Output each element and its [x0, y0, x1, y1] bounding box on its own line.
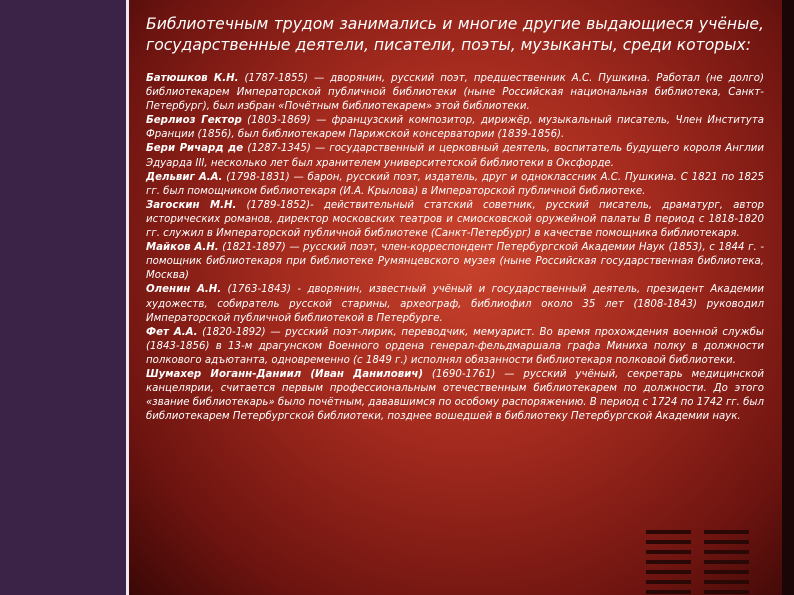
entry-name: Оленин А.Н.: [146, 284, 222, 296]
entry: [146, 368, 764, 424]
entry: [146, 199, 764, 241]
entry-name: Дельвиг А.А.: [146, 171, 223, 183]
entry-text: (1287-1345) — государственный и церковный деятель, воспитатель будущего короля Англии Эдуарда III, несколько лет был хранителем университетской библиотеки в Оксфорде.: [146, 143, 764, 169]
entries-list: [146, 72, 764, 424]
entry-text: (1763-1843) - дворянин, известный учёный и государственный деятель, президент Академии художеств, собиратель русской старины, археограф, библиофил около 35 лет (1808-1843) руководил Императорской публичной библиотекой в Петербурге.: [146, 284, 764, 324]
entry-text: (1803-1869) — французский композитор, дирижёр, музыкальный писатель, Член Института Франции (1856), был библиотекарем Парижской консерватории (1839-1856).: [146, 115, 764, 141]
entry-name: Батюшков К.Н.: [146, 73, 239, 84]
entry-text: (1789-1852)- действительный статский советник, русский писатель, драматург, автор исторических романов, директор московских театров и смиосковской оружейной палаты В период с 1818-1820 гг. служил в Императорской публичной библиотеке (Санкт-Петербург) в качестве помощника библиотекаря.: [146, 199, 764, 240]
entry-name: Бери Ричард де: [146, 143, 244, 155]
right-edge: [782, 0, 794, 595]
entry-name: Берлиоз Гектор: [146, 115, 242, 127]
entry: [146, 72, 764, 114]
entry: [146, 114, 764, 142]
entry-name: Загоскин М.Н.: [146, 199, 237, 211]
entry: [146, 171, 764, 199]
left-sidebar: [0, 0, 126, 595]
entry-name: Фет А.А.: [146, 326, 198, 338]
decorative-stripes: [646, 528, 750, 595]
entry: [146, 326, 764, 368]
entry-name: Майков А.Н.: [146, 242, 219, 254]
entry-name: Шумахер Иоганн-Даниил (Иван Данилович): [146, 368, 423, 380]
entry-text: (1821-1897) — русский поэт, член-корреспондент Петербургской Академии Наук (1853), с 1844 г. - помощник библиотекаря при библиотеке Румянцевского музея (ныне Российская государственная библиотека, Москва): [146, 242, 764, 282]
entry-text: (1798-1831) — барон, русский поэт, издатель, друг и одноклассник А.С. Пушкина. С 1821 по 1825 гг. был помощником библиотекаря (И.А. Крылова) в Императорской публичной библиотеке.: [146, 171, 765, 197]
slide-title: Библиотечным трудом занимались и многие другие выдающиеся учёные, государственные деятели, писатели, поэты, музыканты, среди которых:: [146, 15, 764, 54]
entry: [146, 241, 764, 283]
entry-text: (1820-1892) — русский поэт-лирик, переводчик, мемуарист. Во время прохождения военной службы (1843-1856) в 13-м драгунском Военного ордена генерал-фельдмаршала графа Миниха полку в должности полкового адъютанта, одновременно (с 1849 г.) исполнял обязанности библиотекаря полковой библиотеки.: [146, 326, 764, 366]
entry: [146, 142, 764, 170]
slide-content: [146, 0, 764, 424]
entry: [146, 283, 764, 325]
entry-text: (1690-1761) — русский учёный, секретарь медицинской канцелярии, считается первым профессиональным отечественным библиотекарем по должности. До этого «звание библиотекарь» было почётным, дававшимся по особому распоряжению. В период с 1724 по 1742 гг. был библиотекарем Петербургской библиотеки, позднее вошедшей в библиотеку Петербургской Академии наук.: [146, 368, 764, 423]
entry-text: (1787-1855) — дворянин, русский поэт, предшественник А.С. Пушкина. Работал (не долго) библиотекарем Императорской публичной библиотеки (ныне Российская национальная библиотека, Санкт-Петербург), был избран «Почётным библиотекарем» этой библиотеки.: [146, 73, 764, 113]
